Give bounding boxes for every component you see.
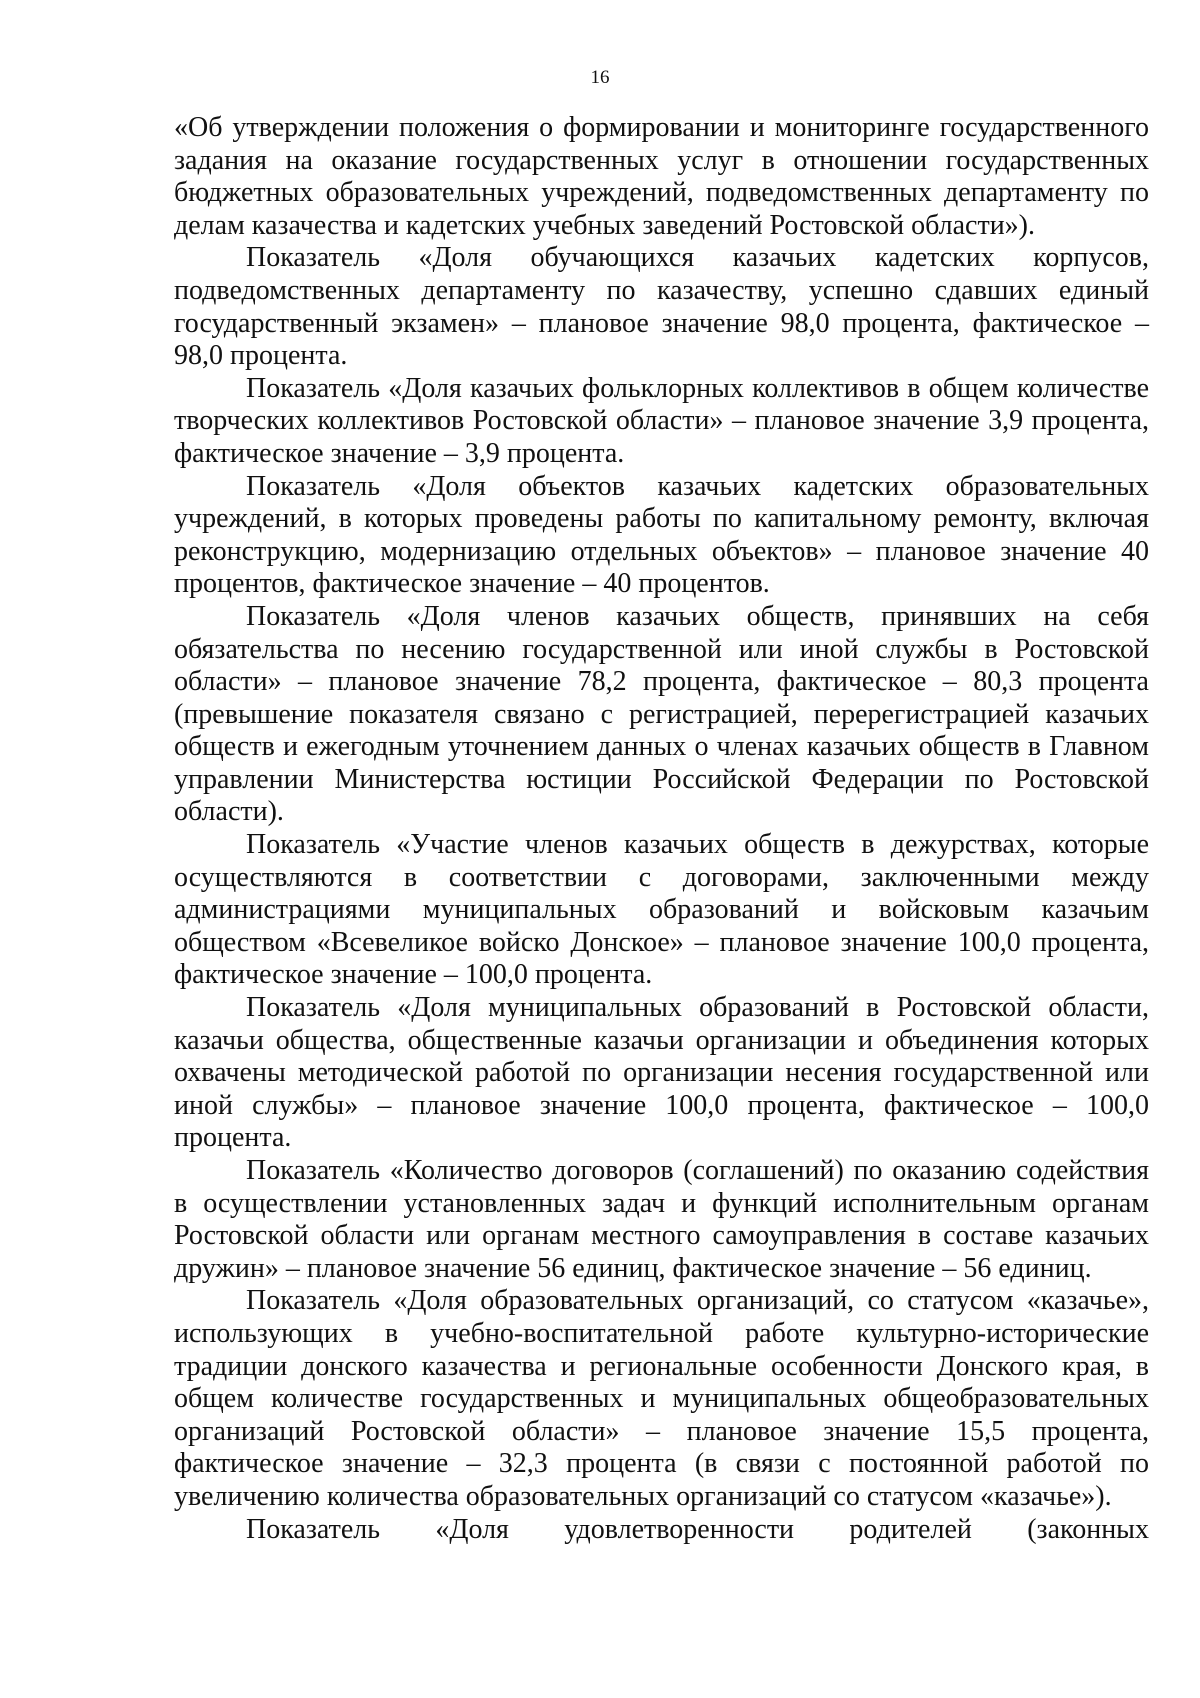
- page-number: 16: [590, 67, 610, 88]
- paragraph-10: Показатель «Доля удовлетворенности родителей (законных: [246, 1513, 1149, 1545]
- paragraph-3: Показатель «Доля казачьих фольклорных коллективов в общем количестве творческих коллективов Ростовской области» – плановое значение 3,9 процента, фактическое значение – 3,9 процента.: [174, 372, 1149, 469]
- paragraph-7: Показатель «Доля муниципальных образований в Ростовской области, казачьи общества, общественные казачьи организации и объединения которых охвачены методической работой по организации несения государственной или иной службы» – плановое значение 100,0 процента, фактическое – 100,0 процента.: [174, 992, 1149, 1154]
- paragraph-4: Показатель «Доля объектов казачьих кадетских образовательных учреждений, в которых проведены работы по капитальному ремонту, включая реконструкцию, модернизацию отдельных объектов» – плановое значение 40 процентов, фактическое значение – 40 процентов.: [174, 470, 1149, 600]
- paragraph-9: Показатель «Доля образовательных организаций, со статусом «казачье», использующих в учебно-воспитательной работе культурно-исторические традиции донского казачества и региональные особенности Донского края, в общем количестве государственных и муниципальных общеобразовательных организаций Ростовской области» – плановое значение 15,5 процента, фактическое значение – 32,3 процента (в связи с постоянной работой по увеличению количества образовательных организаций со статусом «казачье»).: [174, 1285, 1149, 1512]
- paragraph-5: Показатель «Доля членов казачьих обществ, принявших на себя обязательства по несению государственной или иной службы в Ростовской области» – плановое значение 78,2 процента, фактическое – 80,3 процента (превышение показателя связано с регистрацией, перерегистрацией казачьих обществ и ежегодным уточнением данных о членах казачьих обществ в Главном управлении Министерства юстиции Российской Федерации по Ростовской области).: [174, 600, 1149, 828]
- paragraph-1: «Об утверждении положения о формировании и мониторинге государственного задания на оказание государственных услуг в отношении государственных бюджетных образовательных учреждений, подведомственных департаменту по делам казачества и кадетских учебных заведений Ростовской области»).: [174, 112, 1149, 241]
- document-body: [174, 112, 1149, 1546]
- paragraph-6: Показатель «Участие членов казачьих обществ в дежурствах, которые осуществляются в соответствии с договорами, заключенными между администрациями муниципальных образований и войсковым казачьим обществом «Всевеликое войско Донское» – плановое значение 100,0 процента, фактическое значение – 100,0 процента.: [174, 829, 1149, 991]
- paragraph-8: Показатель «Количество договоров (соглашений) по оказанию содействия в осуществлении установленных задач и функций исполнительным органам Ростовской области или органам местного самоуправления в составе казачьих дружин» – плановое значение 56 единиц, фактическое значение – 56 единиц.: [174, 1155, 1149, 1284]
- paragraph-2: Показатель «Доля обучающихся казачьих кадетских корпусов, подведомственных департаменту по казачеству, успешно сдавших единый государственный экзамен» – плановое значение 98,0 процента, фактическое – 98,0 процента.: [174, 242, 1149, 372]
